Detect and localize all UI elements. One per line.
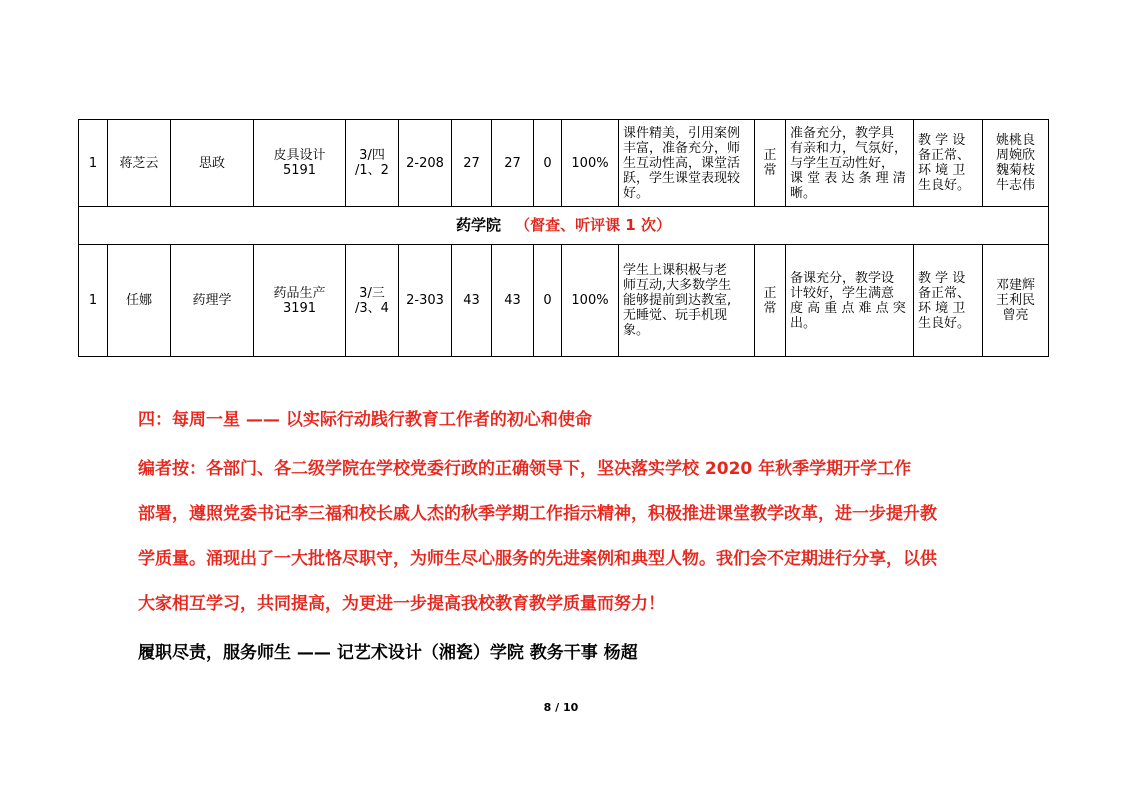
inspectors: 姚桃良 周婉欣 魏菊枝 牛志伟: [983, 120, 1049, 207]
class-evaluation: 课件精美，引用案例 丰富，准备充分，师 生互动性高，课堂活 跃，学生课堂表现较 好。: [619, 120, 755, 207]
absent-count: 0: [534, 245, 562, 357]
teaching-status: 正 常: [755, 120, 786, 207]
teacher-name: 蒋芝云: [108, 120, 171, 207]
editor-note-line: 大家相互学习，共同提高，为更进一步提高我校教育教学质量而努力！: [138, 594, 665, 614]
enrolled-count: 27: [452, 120, 492, 207]
class-name: 皮具设计 5191: [254, 120, 346, 207]
page-number: 8 / 10: [543, 701, 579, 714]
actual-count: 43: [492, 245, 534, 357]
inspectors: 邓建辉 王利民 曾亮: [983, 245, 1049, 357]
table-row: [79, 245, 1049, 357]
class-time: 3/四 /1、2: [346, 120, 399, 207]
editor-note-line: 部署，遵照党委书记李三福和校长戚人杰的秋季学期工作指示精神，积极推进课堂教学改革，进一步提升教: [138, 504, 937, 524]
row-number: 1: [79, 245, 108, 357]
row-number: 1: [79, 120, 108, 207]
section-header: [79, 207, 1049, 245]
absent-count: 0: [534, 120, 562, 207]
teaching-evaluation: 准备充分，教学具 有亲和力，气氛好， 与学生互动性好， 课 堂 表 达 条 理 清 晰。: [786, 120, 914, 207]
enrolled-count: 43: [452, 245, 492, 357]
section-name: 药学院: [456, 216, 502, 234]
actual-count: 27: [492, 120, 534, 207]
feature-title: 履职尽责，服务师生 —— 记艺术设计（湘瓷）学院 教务干事 杨超: [138, 643, 638, 663]
section-note: （督查、听评课 1 次）: [515, 216, 671, 234]
table-row: [79, 120, 1049, 207]
environment-evaluation: 教 学 设 备正常、 环 境 卫 生良好。: [914, 120, 983, 207]
environment-evaluation: 教 学 设 备正常、 环 境 卫 生良好。: [914, 245, 983, 357]
class-evaluation: 学生上课积极与老 师互动,大多数学生 能够提前到达教室, 无睡觉、玩手机现 象。: [619, 245, 755, 357]
teacher-name: 任娜: [108, 245, 171, 357]
teaching-evaluation: 备课充分，教学设 计较好，学生满意 度 高 重 点 难 点 突 出。: [786, 245, 914, 357]
editor-note-line: 学质量。涌现出了一大批恪尽职守，为师生尽心服务的先进案例和典型人物。我们会不定期进行分享，以供: [138, 549, 937, 569]
teaching-status: 正 常: [755, 245, 786, 357]
inspection-table: [78, 119, 1049, 357]
class-time: 3/三 /3、4: [346, 245, 399, 357]
section-row: [79, 207, 1049, 245]
attendance-rate: 100%: [562, 245, 619, 357]
course-name: 思政: [171, 120, 254, 207]
course-name: 药理学: [171, 245, 254, 357]
attendance-rate: 100%: [562, 120, 619, 207]
class-name: 药品生产 3191: [254, 245, 346, 357]
editor-note-line: 编者按：各部门、各二级学院在学校党委行政的正确领导下，坚决落实学校 2020 年秋季学期开学工作: [138, 459, 912, 479]
editor-note: [138, 447, 1038, 627]
classroom: 2-208: [399, 120, 452, 207]
section-heading: 四：每周一星 —— 以实际行动践行教育工作者的初心和使命: [138, 410, 592, 430]
classroom: 2-303: [399, 245, 452, 357]
